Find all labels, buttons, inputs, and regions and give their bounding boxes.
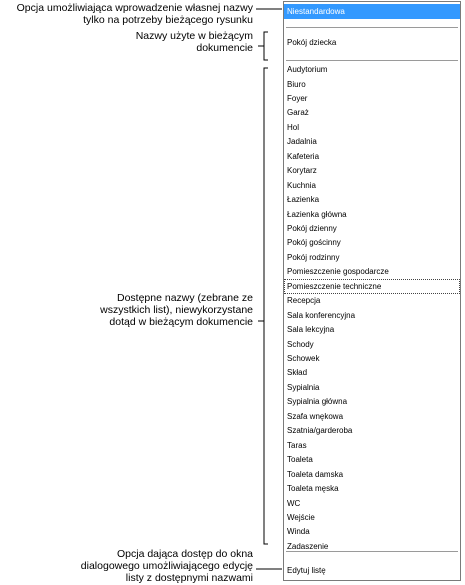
list-item[interactable]: Wejście [287,512,315,522]
bracket-used-names [258,32,268,60]
list-item[interactable]: Schody [287,339,314,349]
list-item[interactable]: Toaleta męska [287,484,339,493]
list-item[interactable]: Kuchnia [287,180,316,190]
callout-custom-name: Opcja umożliwiająca wprowadzenie własnej nazwy tylko na potrzeby bieżącego rysunku [16,2,253,26]
list-item[interactable]: Sypialnia główna [287,397,348,407]
list-item[interactable]: Pomieszczenie gospodarcze [287,267,389,277]
list-item[interactable]: Pomieszczenie techniczne [284,279,460,294]
list-item[interactable]: Jadalnia [287,137,317,147]
list-item[interactable]: Szatnia/garderoba [287,426,353,436]
list-separator [286,60,458,61]
room-name-list[interactable] [283,1,461,581]
list-item[interactable]: Korytarz [287,166,317,176]
list-item[interactable]: Łazienka [287,195,320,204]
list-item[interactable]: Sala lekcyjna [287,325,335,335]
list-item[interactable]: Szafa wnękowa [287,411,344,421]
list-item[interactable]: Schowek [287,354,320,363]
list-item[interactable]: Sala konferencyjna [287,310,356,320]
list-item[interactable]: Pokój gościnny [287,238,341,248]
list-item[interactable]: Winda [287,527,310,537]
list-item[interactable]: Skład [287,368,308,378]
list-item[interactable]: WC [287,498,301,508]
list-item[interactable]: Taras [287,440,307,450]
list-item[interactable]: Łazienka główna [287,209,347,219]
list-item[interactable]: Toaleta [287,455,313,465]
callout-available-names: Dostępne nazwy (zebrane ze wszystkich list), niewykorzystane dotąd w bieżącym dokumencie [100,292,253,328]
list-item[interactable]: Hol [287,122,300,132]
list-item[interactable]: Toaleta damska [287,469,344,479]
callout-edit-option: Opcja dająca dostęp do okna dialogowego umożliwiającego edycję listy z dostępnymi nazwami [80,548,253,584]
list-separator [286,27,458,28]
list-item[interactable]: Biuro [287,79,306,89]
list-item[interactable]: Garaż [287,108,309,118]
list-item[interactable]: Pokój dziecka [287,38,337,47]
list-item[interactable]: Recepcja [287,296,321,306]
list-item-edit-list[interactable]: Edytuj listę [287,566,326,575]
list-item[interactable]: Kafeteria [287,151,320,161]
callout-used-names: Nazwy użyte w bieżącym dokumencie [135,30,253,54]
list-item[interactable]: Audytorium [287,65,328,74]
list-item-custom[interactable]: Niestandardowa [284,4,460,19]
list-item[interactable]: Sypialnia [287,382,320,392]
list-item[interactable]: Foyer [287,93,308,103]
list-item[interactable]: Pokój rodzinny [287,252,340,262]
bracket-available-names [258,68,268,544]
list-separator [286,551,458,552]
list-item[interactable]: Pokój dzienny [287,223,337,233]
list-item[interactable]: Zadaszenie [287,541,329,551]
